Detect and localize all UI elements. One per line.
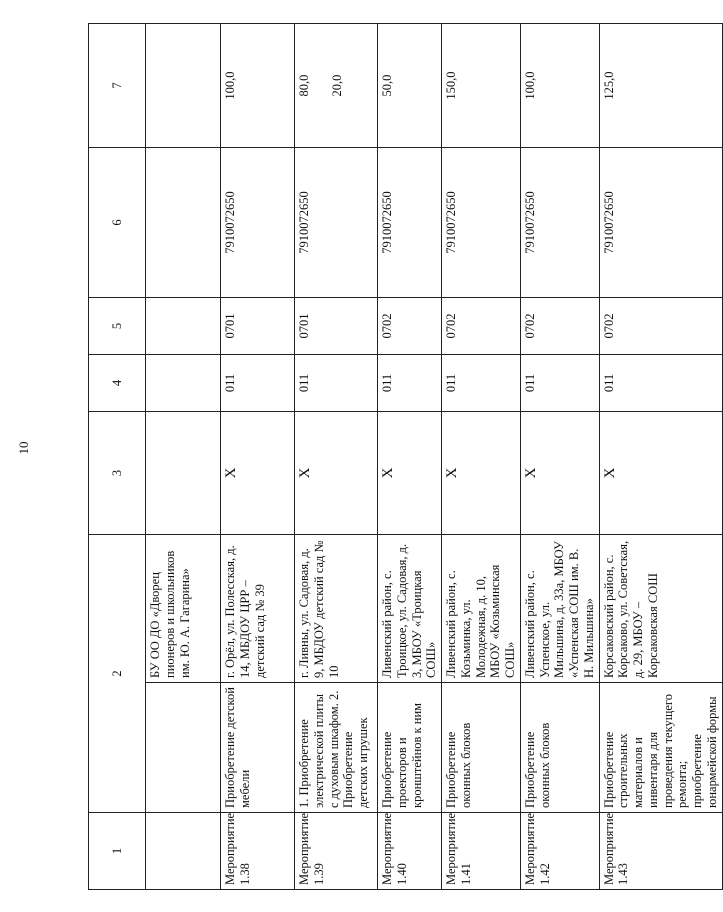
amount-value: 150,0 xyxy=(444,71,458,100)
section-cell: 0702 xyxy=(599,298,722,355)
event-desc-cell: Приобретение оконных блоков xyxy=(442,683,521,813)
code-cell: 011 xyxy=(295,355,378,412)
table-row xyxy=(442,24,521,890)
target-code-cell: 7910072650 xyxy=(442,148,521,298)
table-row xyxy=(295,24,378,890)
header-cell: 7 xyxy=(89,24,146,148)
amount-cell xyxy=(146,24,221,148)
institution-cell: Ливенский район, с. Козьминка, ул. Молодежная, д. 10, МБОУ «Козьминская СОШ» xyxy=(442,535,521,683)
amount-cell xyxy=(599,24,722,148)
event-desc-cell: Приобретение строительных материалов и инвентаря для проведения текущего ремонта; приобретение юнармейской формы xyxy=(599,683,722,813)
table-row xyxy=(599,24,722,890)
amount-value: 125,0 xyxy=(601,71,616,100)
budget-table xyxy=(88,23,723,890)
event-id-cell: Мероприятие 1.42 xyxy=(520,813,599,890)
table-row xyxy=(146,24,221,890)
amount-value-secondary: 20,0 xyxy=(329,74,344,97)
amount-cell xyxy=(442,24,521,148)
code-cell: 011 xyxy=(378,355,442,412)
event-desc-cell: Приобретение проекторов и кронштейнов к ним xyxy=(378,683,442,813)
header-row xyxy=(89,24,146,890)
mark-cell: X xyxy=(599,412,722,535)
amount-cell xyxy=(295,24,378,148)
code-cell: 011 xyxy=(221,355,295,412)
event-id-cell: Мероприятие 1.41 xyxy=(442,813,521,890)
institution-cell: БУ ОО ДО «Дворец пионеров и школьников им. Ю. А. Гагарина» xyxy=(146,535,221,683)
event-desc-cell: Приобретение оконных блоков xyxy=(520,683,599,813)
section-cell: 0702 xyxy=(442,298,521,355)
section-cell: 0702 xyxy=(378,298,442,355)
section-cell: 0701 xyxy=(295,298,378,355)
institution-cell: Ливенский район, с. Успенское, ул. Мильшина, д. 33а, МБОУ «Успенская СОШ им. В. Н. Мильшина» xyxy=(520,535,599,683)
header-cell: 1 xyxy=(89,813,146,890)
header-cell: 3 xyxy=(89,412,146,535)
page-number: 10 xyxy=(16,441,31,455)
mark-cell: X xyxy=(442,412,521,535)
event-desc-cell: Приобретение детской мебели xyxy=(221,683,295,813)
header-cell: 6 xyxy=(89,148,146,298)
header-cell: 5 xyxy=(89,298,146,355)
institution-cell: Ливенский район, с. Троицкое, ул. Садовая, д. 3, МБОУ «Троицкая СОШ» xyxy=(378,535,442,683)
event-desc-cell xyxy=(146,683,221,813)
amount-value: 100,0 xyxy=(522,71,537,100)
mark-cell: X xyxy=(378,412,442,535)
code-cell: 011 xyxy=(442,355,521,412)
event-desc-cell: 1. Приобретение электрической плиты с духовым шкафом. 2. Приобретение детских игрушек xyxy=(295,683,378,813)
event-id-cell: Мероприятие 1.39 xyxy=(295,813,378,890)
amount-cell xyxy=(378,24,442,148)
section-cell xyxy=(146,298,221,355)
code-cell xyxy=(146,355,221,412)
amount-cell xyxy=(221,24,295,148)
section-cell: 0701 xyxy=(221,298,295,355)
event-id-cell: Мероприятие 1.40 xyxy=(378,813,442,890)
amount-value: 80,0 xyxy=(297,74,311,97)
mark-cell xyxy=(146,412,221,535)
event-id-cell xyxy=(146,813,221,890)
institution-cell: Корсаковский район, с. Корсаково, ул. Советская, д. 29, МБОУ – Корсаковская СОШ xyxy=(599,535,722,683)
target-code-cell: 7910072650 xyxy=(221,148,295,298)
institution-cell: г. Орёл, ул. Полесская, д. 14, МБДОУ ЦРР – детский сад № 39 xyxy=(221,535,295,683)
amount-cell xyxy=(520,24,599,148)
header-cell: 2 xyxy=(89,535,146,813)
target-code-cell: 7910072650 xyxy=(295,148,378,298)
code-cell: 011 xyxy=(599,355,722,412)
target-code-cell: 7910072650 xyxy=(378,148,442,298)
mark-cell: X xyxy=(520,412,599,535)
amount-value: 100,0 xyxy=(223,71,237,100)
event-id-cell: Мероприятие 1.38 xyxy=(221,813,295,890)
table-row xyxy=(378,24,442,890)
table-row xyxy=(520,24,599,890)
target-code-cell: 7910072650 xyxy=(520,148,599,298)
mark-cell: X xyxy=(295,412,378,535)
section-cell: 0702 xyxy=(520,298,599,355)
event-id-cell: Мероприятие 1.43 xyxy=(599,813,722,890)
rotated-table-container xyxy=(88,24,719,890)
amount-value: 50,0 xyxy=(380,74,394,97)
target-code-cell xyxy=(146,148,221,298)
header-cell: 4 xyxy=(89,355,146,412)
mark-cell: X xyxy=(221,412,295,535)
code-cell: 011 xyxy=(520,355,599,412)
institution-cell: г. Ливны, ул. Садовая, д. 9, МБДОУ детский сад № 10 xyxy=(295,535,378,683)
target-code-cell: 7910072650 xyxy=(599,148,722,298)
table-row xyxy=(221,24,295,890)
